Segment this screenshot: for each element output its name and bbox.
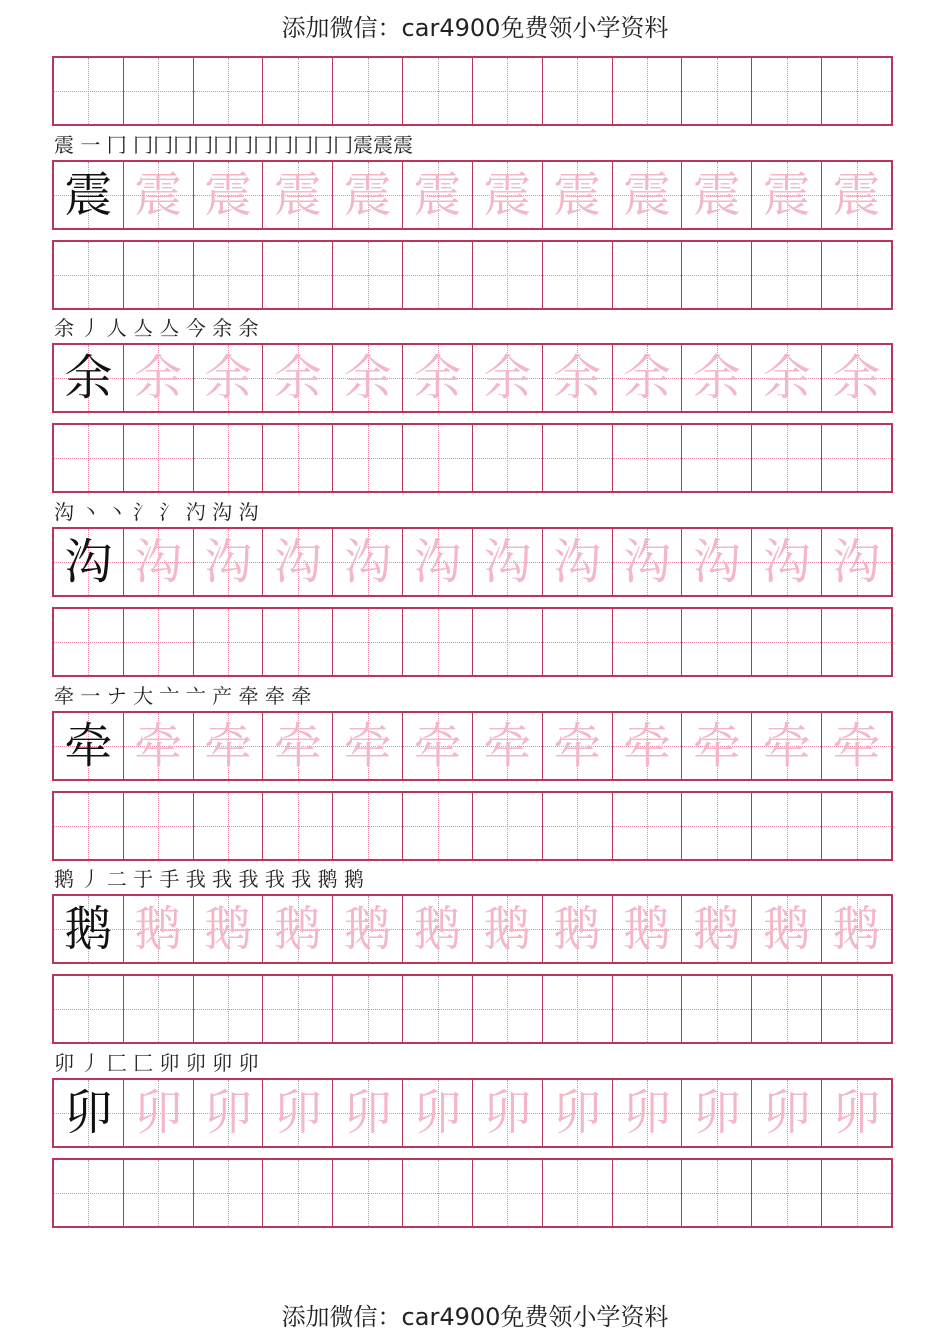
trace-character: 牵 <box>692 718 741 774</box>
grid-cell <box>543 345 613 411</box>
grid-cell <box>194 345 264 411</box>
grid-cell <box>124 425 194 491</box>
grid-cell <box>263 896 333 962</box>
trace-character: 卯 <box>692 1085 741 1141</box>
grid-cell <box>333 345 403 411</box>
grid-cell <box>473 793 543 859</box>
grid-cell <box>473 345 543 411</box>
model-character: 沟 <box>64 534 113 590</box>
trace-character: 卯 <box>623 1085 672 1141</box>
grid-cell <box>54 793 124 859</box>
grid-cell <box>333 713 403 779</box>
grid-cell <box>822 242 891 308</box>
grid-cell <box>263 793 333 859</box>
page-header: 添加微信：car4900免费领小学资料 <box>281 14 669 42</box>
trace-character: 余 <box>343 350 392 406</box>
trace-character: 余 <box>273 350 322 406</box>
grid-cell <box>403 242 473 308</box>
grid-cell <box>473 242 543 308</box>
grid-cell <box>752 1160 822 1226</box>
grid-cell <box>263 713 333 779</box>
trace-character: 沟 <box>134 534 183 590</box>
grid-cell <box>752 976 822 1042</box>
grid-cell <box>263 162 333 228</box>
trace-character: 鹅 <box>343 901 392 957</box>
grid-cell <box>194 242 264 308</box>
grid-cell <box>682 976 752 1042</box>
trace-character: 沟 <box>413 534 462 590</box>
trace-character: 鹅 <box>134 901 183 957</box>
grid-cell <box>682 1080 752 1146</box>
grid-cell <box>194 896 264 962</box>
trace-character: 鹅 <box>483 901 532 957</box>
grid-cell <box>54 896 124 962</box>
trace-character: 牵 <box>832 718 881 774</box>
grid-cell <box>263 242 333 308</box>
grid-cell <box>124 976 194 1042</box>
grid-cell <box>682 529 752 595</box>
trace-character: 震 <box>483 167 532 223</box>
trace-character: 鹅 <box>273 901 322 957</box>
grid-cell <box>124 1080 194 1146</box>
grid-cell <box>333 58 403 124</box>
stroke-order-line: 牵 一 ナ 大 亠 亠 产 牵 牵 牵 <box>54 684 312 708</box>
trace-character: 余 <box>204 350 253 406</box>
grid-cell <box>473 58 543 124</box>
trace-character: 卯 <box>134 1085 183 1141</box>
grid-cell <box>752 529 822 595</box>
grid-cell <box>54 162 124 228</box>
trace-character: 余 <box>413 350 462 406</box>
trace-character: 震 <box>762 167 811 223</box>
grid-cell <box>263 529 333 595</box>
grid-cell <box>682 162 752 228</box>
grid-cell <box>822 1080 891 1146</box>
grid-cell <box>543 609 613 675</box>
grid-cell <box>333 896 403 962</box>
trace-character: 余 <box>553 350 602 406</box>
trace-character: 余 <box>134 350 183 406</box>
grid-cell <box>403 793 473 859</box>
grid-cell <box>473 425 543 491</box>
grid-cell <box>54 713 124 779</box>
grid-cell <box>613 162 683 228</box>
grid-cell <box>54 1160 124 1226</box>
grid-cell <box>822 713 891 779</box>
trace-character: 牵 <box>273 718 322 774</box>
grid-cell <box>54 976 124 1042</box>
stroke-order-line: 沟 丶 丶 氵 氵 汋 沟 沟 <box>54 500 259 524</box>
trace-character: 震 <box>623 167 672 223</box>
character-practice-row <box>52 711 893 781</box>
trace-character: 沟 <box>692 534 741 590</box>
grid-cell <box>822 793 891 859</box>
grid-cell <box>124 896 194 962</box>
grid-cell <box>473 1160 543 1226</box>
grid-cell <box>682 58 752 124</box>
grid-cell <box>822 529 891 595</box>
grid-cell <box>263 1160 333 1226</box>
grid-cell <box>543 713 613 779</box>
grid-cell <box>752 793 822 859</box>
grid-cell <box>194 425 264 491</box>
character-practice-row <box>52 160 893 230</box>
grid-cell <box>543 1080 613 1146</box>
character-practice-row <box>52 1078 893 1148</box>
trace-character: 震 <box>692 167 741 223</box>
model-character: 震 <box>64 167 113 223</box>
grid-cell <box>54 609 124 675</box>
trace-character: 沟 <box>623 534 672 590</box>
grid-cell <box>194 529 264 595</box>
grid-cell <box>403 425 473 491</box>
grid-cell <box>263 976 333 1042</box>
trace-character: 沟 <box>762 534 811 590</box>
trace-character: 余 <box>623 350 672 406</box>
grid-cell <box>473 713 543 779</box>
grid-cell <box>822 162 891 228</box>
grid-cell <box>263 58 333 124</box>
grid-cell <box>124 529 194 595</box>
grid-cell <box>403 1160 473 1226</box>
grid-cell <box>473 609 543 675</box>
grid-cell <box>752 713 822 779</box>
trace-character: 牵 <box>134 718 183 774</box>
grid-cell <box>54 242 124 308</box>
trace-character: 沟 <box>483 534 532 590</box>
grid-cell <box>194 713 264 779</box>
grid-cell <box>752 896 822 962</box>
grid-cell <box>124 793 194 859</box>
grid-cell <box>54 345 124 411</box>
grid-cell <box>333 793 403 859</box>
trace-character: 牵 <box>553 718 602 774</box>
blank-practice-row <box>52 423 893 493</box>
page-footer: 添加微信：car4900免费领小学资料 <box>281 1303 669 1331</box>
trace-character: 鹅 <box>623 901 672 957</box>
grid-cell <box>682 345 752 411</box>
grid-cell <box>194 58 264 124</box>
grid-cell <box>263 1080 333 1146</box>
grid-cell <box>543 425 613 491</box>
grid-cell <box>613 242 683 308</box>
trace-character: 鹅 <box>204 901 253 957</box>
grid-cell <box>124 1160 194 1226</box>
trace-character: 卯 <box>553 1085 602 1141</box>
grid-cell <box>333 162 403 228</box>
grid-cell <box>473 1080 543 1146</box>
trace-character: 震 <box>273 167 322 223</box>
grid-cell <box>403 1080 473 1146</box>
trace-character: 沟 <box>204 534 253 590</box>
grid-cell <box>543 529 613 595</box>
grid-cell <box>333 529 403 595</box>
blank-practice-row <box>52 240 893 310</box>
grid-cell <box>682 609 752 675</box>
grid-cell <box>473 162 543 228</box>
grid-cell <box>752 425 822 491</box>
grid-cell <box>682 242 752 308</box>
grid-cell <box>752 162 822 228</box>
grid-cell <box>194 162 264 228</box>
grid-cell <box>752 242 822 308</box>
stroke-order-line: 震 ⼀ ⼌ ⼌⼌⼌⼌⼌⼌⼌⼌⼌⼌⼌震震震 <box>54 133 414 157</box>
grid-cell <box>263 609 333 675</box>
trace-character: 余 <box>692 350 741 406</box>
grid-cell <box>403 896 473 962</box>
grid-cell <box>682 793 752 859</box>
trace-character: 震 <box>204 167 253 223</box>
grid-cell <box>543 58 613 124</box>
trace-character: 鹅 <box>692 901 741 957</box>
trace-character: 鹅 <box>413 901 462 957</box>
stroke-order-line: 卯 丿 ⼕ ⼕ 卯 卯 卯 卯 <box>54 1051 259 1075</box>
grid-cell <box>124 242 194 308</box>
trace-character: 牵 <box>204 718 253 774</box>
grid-cell <box>752 345 822 411</box>
trace-character: 卯 <box>273 1085 322 1141</box>
grid-cell <box>822 976 891 1042</box>
grid-cell <box>54 529 124 595</box>
grid-cell <box>403 58 473 124</box>
grid-cell <box>752 1080 822 1146</box>
grid-cell <box>613 896 683 962</box>
stroke-order-line: 余 丿 人 亼 亼 今 余 余 <box>54 316 259 340</box>
trace-character: 震 <box>134 167 183 223</box>
grid-cell <box>54 58 124 124</box>
grid-cell <box>543 162 613 228</box>
grid-cell <box>403 609 473 675</box>
grid-cell <box>543 896 613 962</box>
grid-cell <box>822 896 891 962</box>
trace-character: 沟 <box>343 534 392 590</box>
blank-practice-row <box>52 56 893 126</box>
trace-character: 沟 <box>553 534 602 590</box>
grid-cell <box>752 58 822 124</box>
grid-cell <box>333 1080 403 1146</box>
character-practice-row <box>52 894 893 964</box>
grid-cell <box>403 162 473 228</box>
grid-cell <box>543 793 613 859</box>
trace-character: 鹅 <box>553 901 602 957</box>
grid-cell <box>194 1080 264 1146</box>
grid-cell <box>543 976 613 1042</box>
trace-character: 牵 <box>343 718 392 774</box>
trace-character: 鹅 <box>832 901 881 957</box>
grid-cell <box>682 1160 752 1226</box>
grid-cell <box>543 1160 613 1226</box>
model-character: 余 <box>64 350 113 406</box>
character-practice-row <box>52 343 893 413</box>
grid-cell <box>613 58 683 124</box>
grid-cell <box>333 1160 403 1226</box>
stroke-order-line: 鹅 丿 二 于 手 我 我 我 我 我 鹅 鹅 <box>54 867 364 891</box>
grid-cell <box>822 425 891 491</box>
trace-character: 牵 <box>623 718 672 774</box>
blank-practice-row <box>52 1158 893 1228</box>
grid-cell <box>333 976 403 1042</box>
grid-cell <box>124 345 194 411</box>
trace-character: 牵 <box>762 718 811 774</box>
trace-character: 卯 <box>204 1085 253 1141</box>
trace-character: 卯 <box>483 1085 532 1141</box>
trace-character: 震 <box>553 167 602 223</box>
grid-cell <box>473 529 543 595</box>
grid-cell <box>613 609 683 675</box>
grid-cell <box>613 529 683 595</box>
grid-cell <box>613 1160 683 1226</box>
model-character: 鹅 <box>64 901 113 957</box>
blank-practice-row <box>52 974 893 1044</box>
grid-cell <box>124 162 194 228</box>
grid-cell <box>822 58 891 124</box>
grid-cell <box>822 345 891 411</box>
grid-cell <box>124 58 194 124</box>
trace-character: 牵 <box>483 718 532 774</box>
trace-character: 卯 <box>762 1085 811 1141</box>
trace-character: 卯 <box>343 1085 392 1141</box>
grid-cell <box>54 425 124 491</box>
grid-cell <box>194 793 264 859</box>
trace-character: 余 <box>762 350 811 406</box>
grid-cell <box>124 713 194 779</box>
trace-character: 鹅 <box>762 901 811 957</box>
grid-cell <box>403 529 473 595</box>
trace-character: 沟 <box>832 534 881 590</box>
grid-cell <box>403 713 473 779</box>
grid-cell <box>333 425 403 491</box>
grid-cell <box>682 896 752 962</box>
grid-cell <box>263 345 333 411</box>
trace-character: 余 <box>483 350 532 406</box>
grid-cell <box>613 425 683 491</box>
grid-cell <box>403 345 473 411</box>
grid-cell <box>124 609 194 675</box>
grid-cell <box>403 976 473 1042</box>
blank-practice-row <box>52 607 893 677</box>
grid-cell <box>473 976 543 1042</box>
trace-character: 震 <box>413 167 462 223</box>
grid-cell <box>822 609 891 675</box>
grid-cell <box>263 425 333 491</box>
trace-character: 震 <box>343 167 392 223</box>
grid-cell <box>613 713 683 779</box>
grid-cell <box>194 1160 264 1226</box>
trace-character: 牵 <box>413 718 462 774</box>
grid-cell <box>194 609 264 675</box>
grid-cell <box>333 242 403 308</box>
grid-cell <box>613 976 683 1042</box>
grid-cell <box>333 609 403 675</box>
blank-practice-row <box>52 791 893 861</box>
grid-cell <box>194 976 264 1042</box>
grid-cell <box>822 1160 891 1226</box>
grid-cell <box>54 1080 124 1146</box>
trace-character: 震 <box>832 167 881 223</box>
grid-cell <box>752 609 822 675</box>
grid-cell <box>613 345 683 411</box>
model-character: 牵 <box>64 718 113 774</box>
grid-cell <box>613 793 683 859</box>
character-practice-row <box>52 527 893 597</box>
model-character: 卯 <box>64 1085 113 1141</box>
grid-cell <box>682 713 752 779</box>
trace-character: 沟 <box>273 534 322 590</box>
grid-cell <box>473 896 543 962</box>
trace-character: 卯 <box>832 1085 881 1141</box>
trace-character: 余 <box>832 350 881 406</box>
grid-cell <box>613 1080 683 1146</box>
grid-cell <box>682 425 752 491</box>
trace-character: 卯 <box>413 1085 462 1141</box>
grid-cell <box>543 242 613 308</box>
